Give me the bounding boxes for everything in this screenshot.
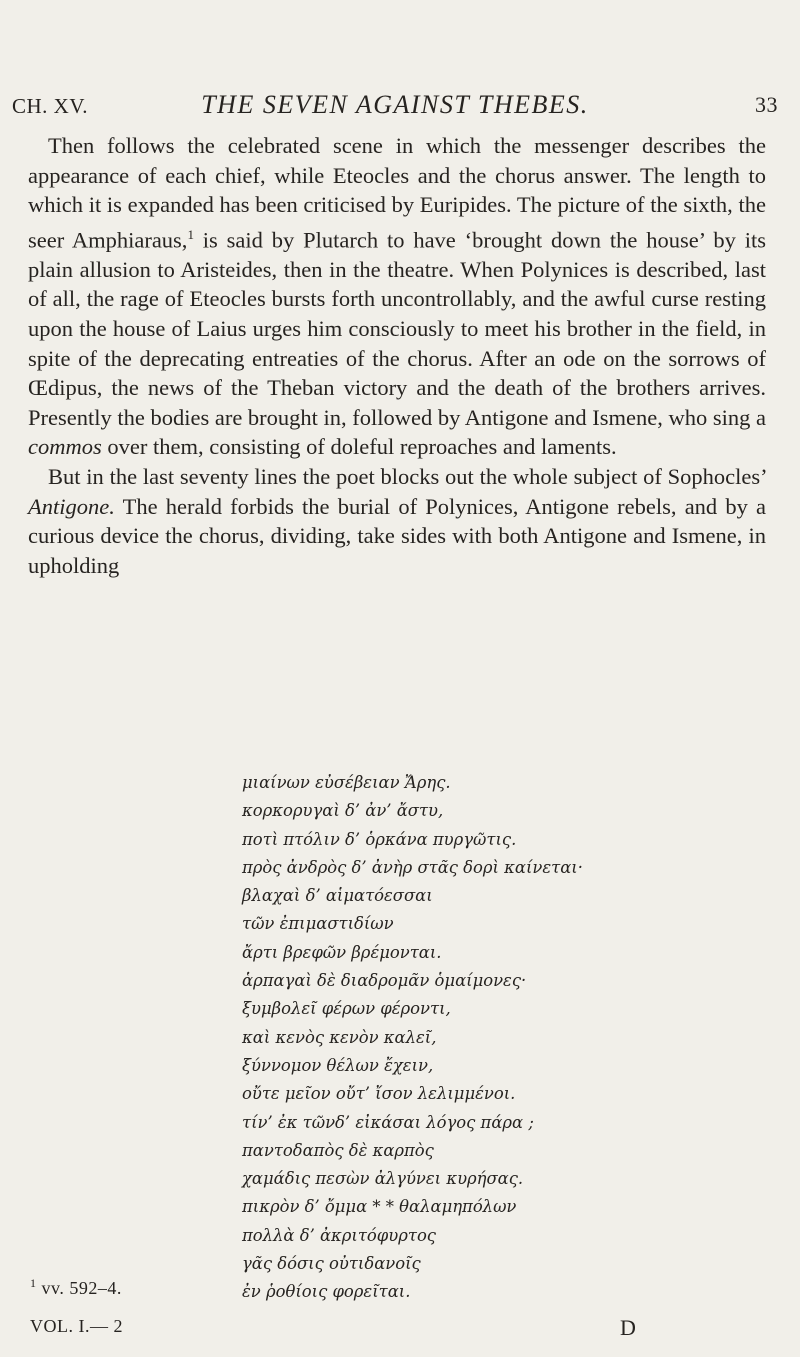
greek-quotation <box>242 769 702 1307</box>
chapter-label: CH. XV. <box>12 94 89 118</box>
greek-line: τίν’ ἐκ τῶνδ’ εἰκάσαι λόγος πάρα ; <box>242 1112 534 1132</box>
greek-line: ξυμβολεῖ φέρων φέροντι, <box>242 999 451 1019</box>
greek-line: ποτὶ πτόλιν δ’ ὁρκάνα πυργῶτις. <box>242 829 517 849</box>
running-header <box>12 90 778 122</box>
greek-line: παντοδαπὸς δὲ καρπὸς <box>242 1140 434 1160</box>
greek-line: καὶ κενὸς κενὸν καλεῖ, <box>242 1027 437 1047</box>
greek-line: ἁρπαγαὶ δὲ διαδρομᾶν ὁμαίμονες· <box>242 971 527 991</box>
greek-line: πρὸς ἀνδρὸς δ’ ἀνὴρ στᾶς δορὶ καίνεται· <box>242 857 583 877</box>
antigone-title: Antigone. <box>28 493 115 519</box>
footnote <box>30 1276 122 1299</box>
greek-line: γᾶς δόσις οὐτιδανοῖς <box>242 1254 421 1274</box>
greek-line: κορκορυγαὶ δ’ ἀν’ ἄστυ, <box>242 801 444 821</box>
paragraph-2: But in the last seventy lines the poet blocks out the whole subject of Sophocles’ Antigone. The herald forbids the burial of Polynices, Antigone rebels, and by a curious device the chorus, dividing, take sides with both Antigone and Ismene, in upholding <box>28 464 766 578</box>
greek-line: πικρὸν δ’ ὄμμα * * θαλαμηπόλων <box>242 1197 517 1217</box>
volume-signature: VOL. I.— 2 <box>30 1316 123 1336</box>
greek-line: πολλὰ δ’ ἀκριτόφυρτος <box>242 1225 436 1245</box>
paragraph-1: Then follows the celebrated scene in which the messenger describes the appearance of each chief, while Eteocles and the chorus answer. The length to which it is expanded has been criticised by Euripides. The picture of the sixth, the seer Amphiaraus,$^1$ is said by Plutarch to have ‘brought down the house’ by its plain allusion to Aristeides, then in the theatre. When Polynices is described, last of all, the rage of Eteocles bursts forth uncontrollably, and the awful curse resting upon the house of Laius urges him consciously to meet his brother in the field, in spite of the deprecating entreaties of the chorus. After an ode on the sorrows of Œdipus, the news of the Theban victory and the death of the brothers arrives. Presently the bodies are brought in, followed by Antigone and Ismene, who sing a commos over them, consisting of doleful reproaches and laments. <box>28 133 766 460</box>
greek-line: ξύννομον θέλων ἔχειν, <box>242 1055 434 1075</box>
footnote-marker: 1 <box>187 226 194 242</box>
greek-line: χαμάδις πεσὼν ἀλγύνει κυρήσας. <box>242 1169 524 1189</box>
greek-line: τῶν ἐπιμαστιδίων <box>242 914 394 934</box>
footnote-text: vv. 592–4. <box>41 1278 122 1298</box>
greek-line: ἄρτι βρεφῶν βρέμονται. <box>242 942 442 962</box>
commos-term: commos <box>28 434 102 460</box>
main-text <box>28 131 766 580</box>
page-number: 33 <box>755 92 778 117</box>
greek-line: ἐν ῥοθίοις φορεῖται. <box>242 1282 411 1302</box>
signature-letter: D <box>620 1315 636 1340</box>
greek-line: μιαίνων εὐσέβειαν Ἄρης. <box>242 773 451 792</box>
running-title: THE SEVEN AGAINST THEBES. <box>201 90 589 119</box>
greek-line: βλαχαὶ δ’ αἱματόεσσαι <box>242 886 433 906</box>
footnote-number: 1 <box>30 1276 37 1290</box>
greek-line: οὔτε μεῖον οὔτ’ ἴσον λελιμμένοι. <box>242 1084 516 1104</box>
